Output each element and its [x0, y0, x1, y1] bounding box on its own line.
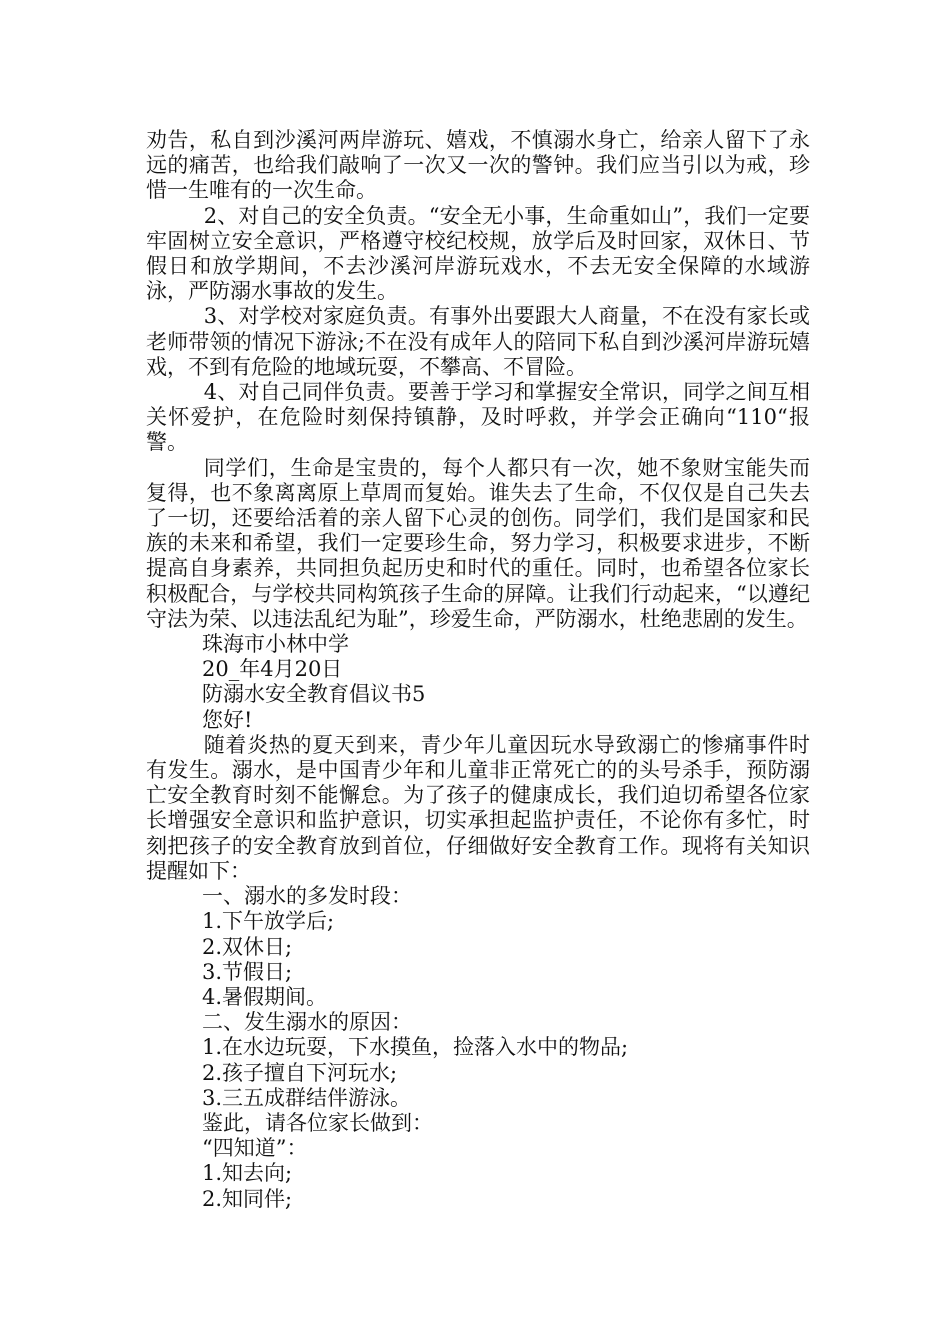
signature-school: 珠海市小林中学: [202, 632, 349, 657]
heading-causes: 二、发生溺水的原因：: [202, 1010, 412, 1035]
heading-four-knows: “四知道”：: [202, 1136, 308, 1161]
paragraph-parent-request: 鉴此，请各位家长做到：: [202, 1110, 433, 1135]
paragraph-safety-warning-continued: 劝告，私自到沙溪河两岸游玩、嬉戏，不慎溺水身亡，给亲人留下了永远的痛苦，也给我们敲响了一次又一次的警钟。我们应当引以为戒，珍惜一生唯有的一次生命。: [146, 128, 810, 203]
document-page: [146, 128, 810, 1212]
section-title: 防溺水安全教育倡议书5: [202, 682, 426, 707]
paragraph-point-4: 4、对自己同伴负责。要善于学习和掌握安全常识，同学之间互相关怀爱护，在危险时刻保持镇静，及时呼救，并学会正确向“110“报警。: [146, 380, 810, 455]
paragraph-point-2: 2、对自己的安全负责。“安全无小事，生命重如山”，我们一定要牢固树立安全意识，严格遵守校纪校规，放学后及时回家，双休日、节假日和放学期间，不去沙溪河岸游玩戏水，不去无安全保障的水域游泳，严防溺水事故的发生。: [146, 203, 810, 304]
list-item: 2.双休日;: [202, 934, 293, 959]
greeting: 您好!: [202, 707, 253, 732]
paragraph-introduction: 随着炎热的夏天到来，青少年儿童因玩水导致溺亡的惨痛事件时有发生。溺水，是中国青少年和儿童非正常死亡的的头号杀手，预防溺亡安全教育时刻不能懈怠。为了孩子的健康成长，我们迫切希望各位家长增强安全意识和监护意识，切实承担起监护责任，不论你有多忙，时刻把孩子的安全教育放到首位，仔细做好安全教育工作。现将有关知识提醒如下：: [146, 732, 810, 883]
list-item: 3.节假日;: [202, 959, 293, 984]
heading-peak-periods: 一、溺水的多发时段：: [202, 884, 412, 909]
list-item: 2.知同伴;: [202, 1186, 293, 1211]
signature-date: 20_年4月20日: [202, 657, 343, 682]
list-item: 2.孩子擅自下河玩水;: [202, 1060, 398, 1085]
paragraph-point-3: 3、对学校对家庭负责。有事外出要跟大人商量，不在没有家长或老师带领的情况下游泳;不在没有成年人的陪同下私自到沙溪河岸游玩嬉戏，不到有危险的地域玩耍，不攀高、不冒险。: [146, 304, 810, 379]
list-item: 3.三五成群结伴游泳。: [202, 1085, 412, 1110]
list-item: 1.下午放学后;: [202, 909, 335, 934]
list-item: 1.知去向;: [202, 1161, 293, 1186]
list-item: 4.暑假期间。: [202, 984, 328, 1009]
paragraph-closing-appeal: 同学们，生命是宝贵的，每个人都只有一次，她不象财宝能失而复得，也不象离离原上草周而复始。谁失去了生命，不仅仅是自己失去了一切，还要给活着的亲人留下心灵的创伤。同学们，我们是国家和民族的未来和希望，我们一定要珍生命，努力学习，积极要求进步，不断提高自身素养，共同担负起历史和时代的重任。同时，也希望各位家长积极配合，与学校共同构筑孩子生命的屏障。让我们行动起来，“以遵纪守法为荣、以违法乱纪为耻”，珍爱生命，严防溺水，杜绝悲剧的发生。: [146, 455, 810, 631]
list-item: 1.在水边玩耍，下水摸鱼，捡落入水中的物品;: [202, 1035, 629, 1060]
